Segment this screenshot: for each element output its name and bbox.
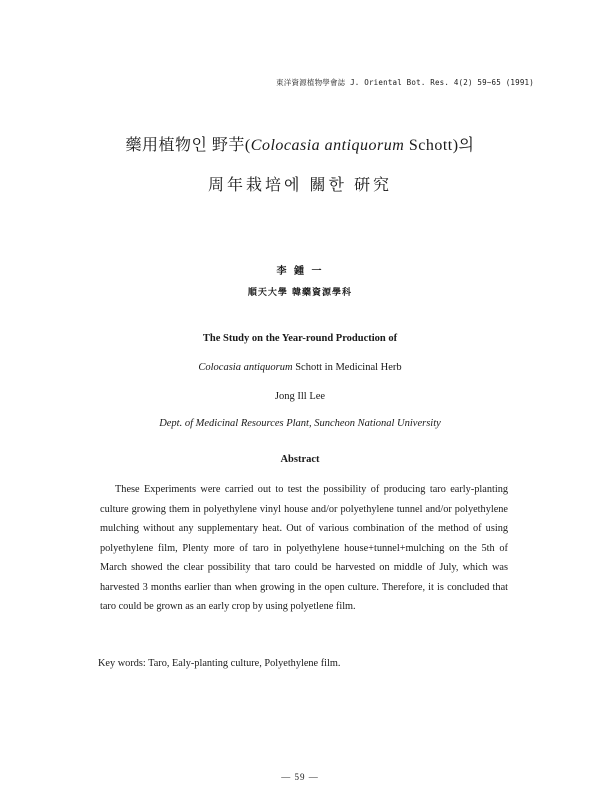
korean-title-prefix: 藥用植物인 野芋( — [125, 137, 251, 154]
korean-title-line2: 周年栽培에 關한 硏究 — [208, 177, 392, 194]
running-header: 東洋資源植物學會誌 J. Oriental Bot. Res. 4(2) 59~65 (1991) — [276, 78, 534, 87]
page-number: — 59 — — [281, 772, 319, 782]
english-title-rest: Schott in Medicinal Herb — [292, 362, 402, 373]
korean-affiliation: 順天大學 韓藥資源學科 — [247, 288, 353, 298]
korean-title-species: Colocasia antiquorum — [250, 137, 405, 154]
keywords: Key words: Taro, Ealy-planting culture, Polyethylene film. — [98, 658, 341, 669]
korean-title-suffix: Schott)의 — [404, 137, 475, 154]
english-title-line1: The Study on the Year-round Production of — [202, 333, 398, 344]
abstract-body — [100, 480, 508, 617]
english-author: Jong Ill Lee — [274, 391, 326, 402]
english-title-line2 — [0, 362, 600, 373]
korean-author: 李 鍾 一 — [276, 266, 324, 277]
abstract-paragraph: These Experiments were carried out to test the possibility of producing taro early-planting culture growing them in polyethylene vinyl house and/or polyethylene tunnel and/or polyethylene mulching without any supplementary heat. Out of various combination of the method of using polyethylene film, Plenty more of taro in polyethylene house+tunnel+mulching on the 5th of March showed the clear possibility that taro could be harvested on middle of July, which was harvested 3 months earlier than when growing in the open culture. Therefore, it is concluded that taro could be grown as an early crop by using polyetlene film. — [100, 484, 508, 612]
korean-title-line1 — [0, 132, 600, 155]
english-title-species: Colocasia antiquorum — [198, 362, 293, 373]
abstract-heading: Abstract — [280, 454, 320, 465]
english-affiliation: Dept. of Medicinal Resources Plant, Suncheon National University — [159, 418, 441, 429]
